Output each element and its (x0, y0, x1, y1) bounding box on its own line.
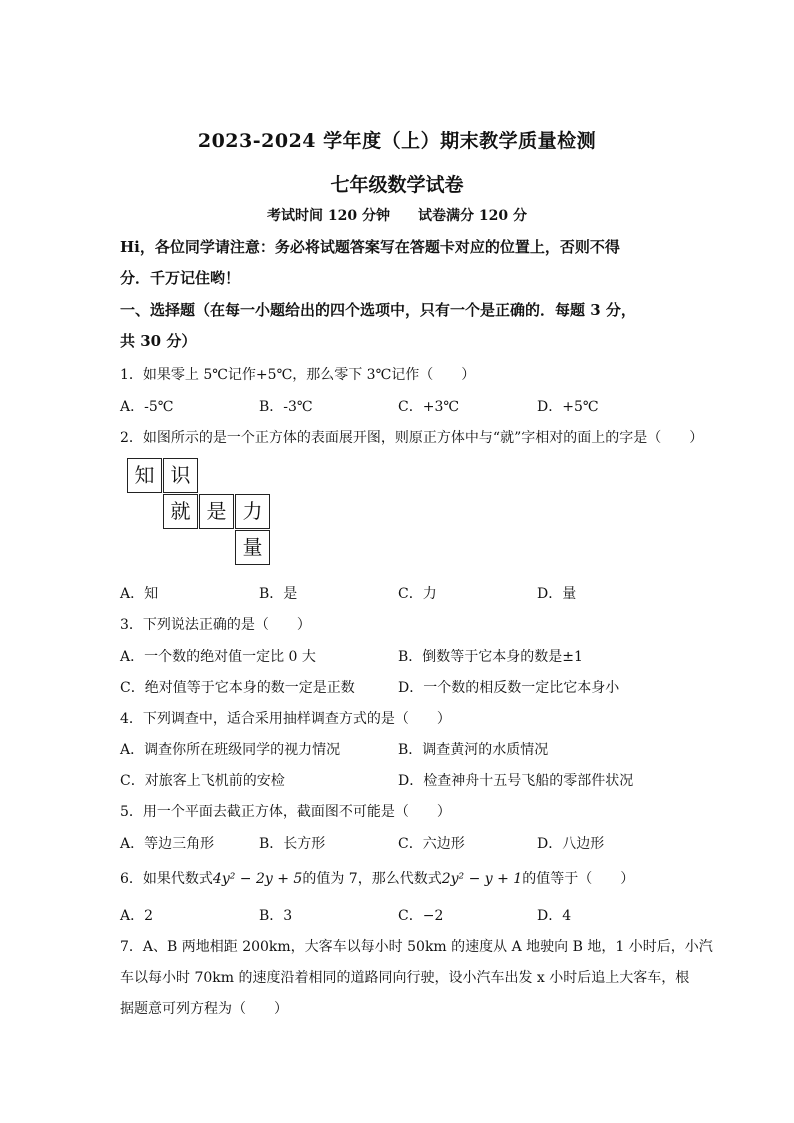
net-cell-zhi: 知 (127, 458, 162, 493)
q5-option-b: B．长方形 (259, 836, 326, 852)
q6-stem-part-c: 的值等于（ ） (522, 871, 635, 887)
q3-option-b: B．倒数等于它本身的数是±1 (398, 649, 583, 665)
question-2-stem: 2．如图所示的是一个正方体的表面展开图，则原正方体中与“就”字相对的面上的字是（ ） (120, 430, 704, 446)
net-cell-li: 力 (235, 494, 270, 529)
section-heading-line-1: 一、选择题（在每一小题给出的四个选项中，只有一个是正确的．每题 3 分， (120, 301, 636, 319)
net-cell-shi: 识 (163, 458, 198, 493)
cube-net-figure (127, 458, 271, 566)
question-1-stem: 1．如果零上 5℃记作+5℃，那么零下 3℃记作（ ） (120, 367, 476, 383)
question-5-stem: 5．用一个平面去截正方体，截面图不可能是（ ） (120, 804, 451, 820)
q5-option-d: D．八边形 (537, 836, 605, 852)
question-6-stem (120, 868, 634, 888)
q5-option-a: A．等边三角形 (120, 836, 215, 852)
q6-stem-part-b: 的值为 7，那么代数式 (302, 871, 442, 887)
exam-info (0, 205, 794, 225)
q1-option-a: A．-5℃ (120, 399, 174, 415)
exam-score: 试卷满分 120 分 (418, 208, 527, 224)
question-7-line-3: 据题意可列方程为（ ） (120, 1001, 288, 1017)
notice-line-1: Hi，各位同学请注意：务必将试题答案写在答题卡对应的位置上，否则不得 (120, 238, 620, 256)
net-cell-shi2: 是 (199, 494, 234, 529)
q2-option-a: A．知 (120, 586, 159, 602)
q4-option-a: A．调查你所在班级同学的视力情况 (120, 742, 341, 758)
q6-stem-part-a: 6．如果代数式 (120, 871, 213, 887)
q1-option-b: B．-3℃ (259, 399, 313, 415)
q3-option-d: D．一个数的相反数一定比它本身小 (398, 680, 620, 696)
q3-option-c: C．绝对值等于它本身的数一定是正数 (120, 680, 355, 696)
q6-option-b: B．3 (259, 908, 293, 924)
q6-expression-1: 4y² − 2y + 5 (212, 871, 303, 887)
question-7-line-2: 车以每小时 70km 的速度沿着相同的道路同向行驶，设小汽车出发 x 小时后追上大客车，根 (120, 970, 690, 986)
q1-option-c: C．+3℃ (398, 399, 460, 415)
q2-option-b: B．是 (259, 586, 298, 602)
q3-option-a: A．一个数的绝对值一定比 0 大 (120, 649, 316, 665)
section-heading-line-2: 共 30 分） (120, 332, 197, 350)
exam-subtitle: 七年级数学试卷 (330, 174, 464, 196)
q5-option-c: C．六边形 (398, 836, 465, 852)
notice-line-2: 分．千万记住哟！ (120, 269, 241, 287)
net-cell-jiu: 就 (163, 494, 198, 529)
question-7-line-1: 7．A、B 两地相距 200km，大客车以每小时 50km 的速度从 A 地驶向 B 地，1 小时后，小汽 (120, 939, 713, 955)
q4-option-c: C．对旅客上飞机前的安检 (120, 773, 285, 789)
question-4-stem: 4．下列调查中，适合采用抽样调查方式的是（ ） (120, 711, 451, 727)
q6-expression-2: 2y² − y + 1 (441, 871, 523, 887)
q4-option-b: B．调查黄河的水质情况 (398, 742, 549, 758)
q6-option-c: C．−2 (398, 908, 444, 924)
exam-title: 2023-2024 学年度（上）期末教学质量检测 (197, 130, 597, 152)
q4-option-d: D．检查神舟十五号飞船的零部件状况 (398, 773, 634, 789)
question-3-stem: 3．下列说法正确的是（ ） (120, 617, 311, 633)
q6-option-a: A．2 (120, 908, 154, 924)
q2-option-c: C．力 (398, 586, 437, 602)
q2-option-d: D．量 (537, 586, 577, 602)
exam-time: 考试时间 120 分钟 (267, 208, 390, 224)
net-cell-liang: 量 (235, 530, 270, 565)
q6-option-d: D．4 (537, 908, 572, 924)
q1-option-d: D．+5℃ (537, 399, 599, 415)
